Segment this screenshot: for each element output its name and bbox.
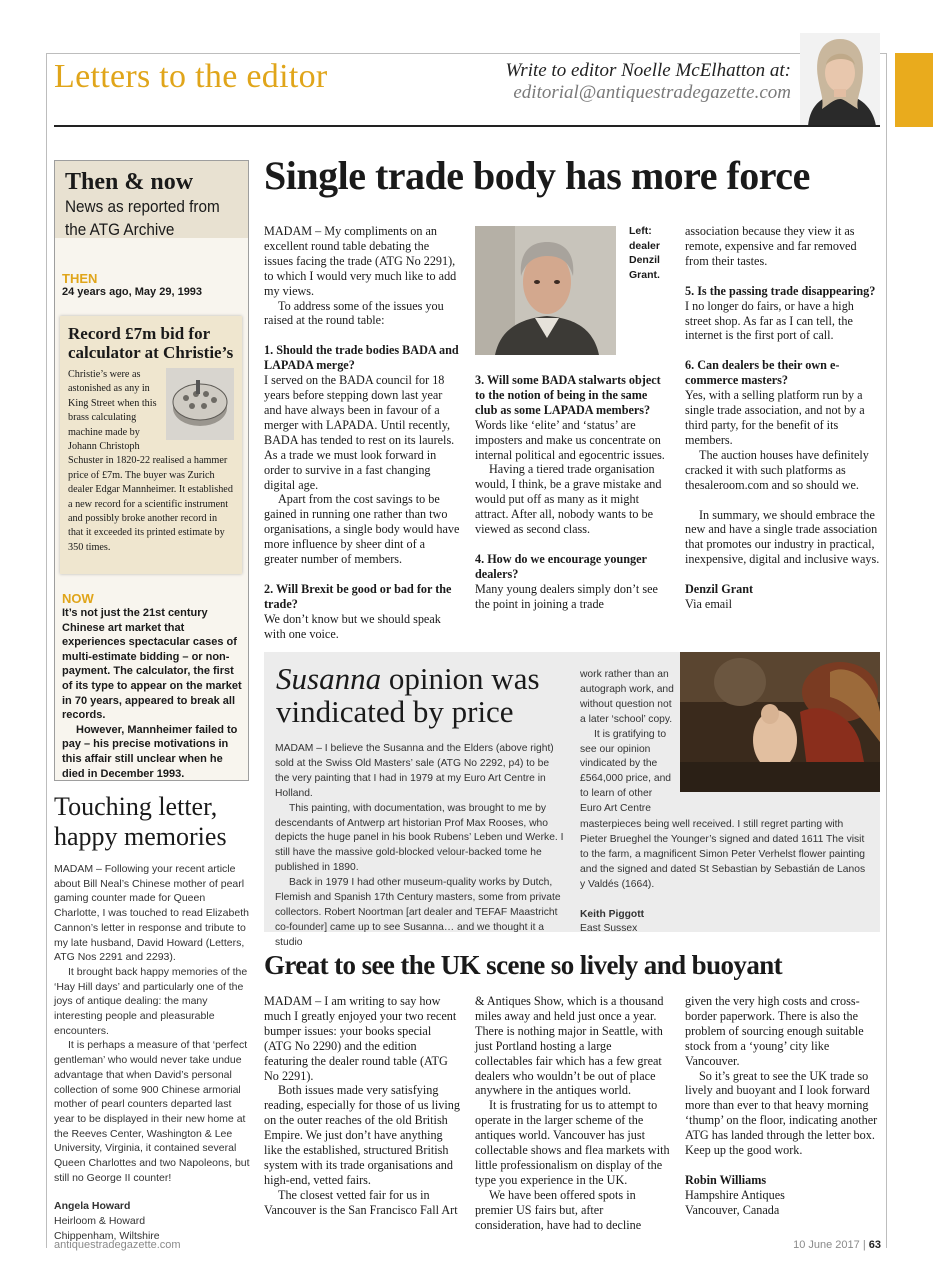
uk-c1-p1: MADAM – I am writing to say how much I greatly enjoyed your two recent bumper issues: your books special (ATG No 2290) and the edition featuring the dealer round table (ATG No 2291). bbox=[264, 994, 457, 1083]
susanna-headline-italic: Susanna bbox=[276, 661, 382, 696]
susanna-box bbox=[264, 652, 880, 948]
main-c1-p1: MADAM – My compliments on an excellent round table debating the issues facing the trade (ATG No 2291), to which I would very much like to add my views. bbox=[264, 224, 457, 298]
denzil-grant-photo bbox=[475, 226, 616, 355]
now-label: NOW bbox=[62, 591, 94, 606]
main-q5: 5. Is the passing trade disappearing? bbox=[685, 283, 876, 298]
uk-c2-p1: & Antiques Show, which is a thousand miles away and held just once a year. There is nothing major in Seattle, with just Portland hosting a large collectables fair which has a few great dealers who wouldn’t be out of place anywhere in the antiques world. bbox=[475, 994, 664, 1098]
then-and-now-subtitle-b: the ATG Archive bbox=[65, 220, 175, 239]
touching-p2: It brought back happy memories of the ‘Hay Hill days’ and particularly one of the joys of antique dealing: the many interesting people and pleasurable encounters. bbox=[54, 965, 248, 1037]
main-a1-p2: Apart from the cost savings to be gained in running one rather than two organisations, a single body would have more influence by sheer dint of a greater number of members. bbox=[264, 492, 460, 567]
touching-p1: MADAM – Following your recent article about Bill Neal’s Chinese mother of pearl gaming counter made for Queen Charlotte, I was touched to read Elizabeth Cannon’s letter in response and tribute to my late husband, David Howard (Letters, ATG Nos 2291 and 2293). bbox=[54, 863, 249, 964]
main-summary: In summary, we should embrace the new and have a single trade association that promotes our industry in practical, inexpensive, digital and inclusive ways. bbox=[685, 507, 880, 567]
main-q1: 1. Should the trade bodies BADA and LAPADA merge? bbox=[264, 343, 459, 373]
main-a3-p2: Having a tiered trade organisation would, I think, be a grave mistake and would put off as many as it might attract. After all, nobody wants to be viewed as second class. bbox=[475, 462, 662, 537]
susanna-sig-name: Keith Piggott bbox=[580, 908, 645, 920]
main-a3-p1: Words like ‘elite’ and ‘status’ are imposters and make us concentrate on internal political and egocentric issues. bbox=[475, 417, 665, 462]
archive-clipping bbox=[60, 316, 242, 574]
then-and-now-subtitle-a: News as reported from bbox=[65, 197, 220, 216]
main-q3: 3. Will some BADA stalwarts object to the notion of being in the same club as some LAPADA members? bbox=[475, 373, 661, 417]
susanna-sig-line: East Sussex bbox=[580, 923, 638, 935]
page-number: 63 bbox=[868, 1239, 881, 1251]
susanna-p2: This painting, with documentation, was brought to me by descendants of Antwerp art historian Prof Max Rooses, who depicts the huge panel in his book Rubens’ Leben und Werke. I still have the massive gold-blocked velour-backed tome he published in 1890. bbox=[275, 802, 564, 874]
touching-sig-line2: Chippenham, Wiltshire bbox=[54, 1229, 160, 1242]
uk-sig-line1: Hampshire Antiques bbox=[685, 1187, 785, 1202]
main-c3-p1: association because they view it as remote, expensive and far removed from their tastes. bbox=[685, 224, 857, 268]
susanna-r3: masterpieces being well received. I still regret parting with Pieter Brueghel the Younger’s signed and dated 1611 The visit to the farm, a magnificent Simon Peter Verhelst flower painting and the signed and dated St Sebastian by Sebastián de Lanos y Valdés (1664). bbox=[580, 819, 866, 890]
uk-col-2 bbox=[475, 994, 671, 1233]
main-sig-line: Via email bbox=[685, 597, 732, 612]
uk-sig-name: Robin Williams bbox=[685, 1172, 767, 1187]
uk-c2-p2: It is frustrating for us to attempt to operate in the larger scheme of the antiques world. Vancouver has just collectable shows and flea markets with little professionalism on display of the type you experience in the UK. bbox=[475, 1098, 670, 1187]
main-headline: Single trade body has more force bbox=[264, 153, 810, 198]
uk-headline: Great to see the UK scene so lively and buoyant bbox=[264, 950, 783, 980]
section-title: Letters to the editor bbox=[54, 58, 328, 95]
main-a1-p1: I served on the BADA council for 18 years before stepping down last year and have always been in favour of a merger with LAPADA. Until recently, BADA has tended to rest on its laurels. As a trade we must look forward in order to survive in a fast changing digital age. bbox=[264, 373, 455, 492]
now-text-1: It’s not just the 21st century Chinese art market that experiences spectacular cases of multi-estimate bidding – or non-payment. The calculator, the first of its type to appear on the market in 70 years, appeared to break all records. bbox=[62, 607, 242, 722]
uk-c2-p3: We have been offered spots in premier US fairs but, after consideration, have had to decline bbox=[475, 1187, 642, 1232]
footer-date: 10 June 2017 bbox=[793, 1239, 860, 1251]
calculator-image bbox=[166, 368, 234, 440]
susanna-col-left bbox=[275, 742, 565, 951]
touching-sig-line1: Heirloom & Howard bbox=[54, 1215, 146, 1228]
susanna-headline bbox=[276, 662, 566, 728]
now-text-2: However, Mannheimer failed to pay – his precise motivations in this affair still unclear when he died in December 1993. bbox=[62, 723, 238, 780]
footer-separator: | bbox=[862, 1239, 866, 1251]
main-col-2 bbox=[475, 373, 671, 612]
susanna-headline-rest: opinion was vindicated by price bbox=[276, 661, 540, 729]
susanna-r2: It is gratifying to see our opinion vindicated by the £564,000 price, and to learn of other Euro Art Centre bbox=[580, 728, 672, 815]
editor-email[interactable]: editorial@antiquestradegazette.com bbox=[513, 82, 791, 103]
section-tab bbox=[895, 53, 933, 127]
touching-sig-name: Angela Howard bbox=[54, 1200, 131, 1213]
editor-portrait bbox=[800, 33, 880, 126]
touching-letter-headline: Touching letter, happy memories bbox=[54, 792, 227, 851]
then-date: 24 years ago, May 29, 1993 bbox=[62, 286, 203, 298]
footer-folio bbox=[793, 1239, 881, 1251]
main-a4: Many young dealers simply don’t see the point in joining a trade bbox=[475, 581, 658, 611]
susanna-painting bbox=[680, 652, 880, 792]
susanna-col-bottom bbox=[580, 818, 872, 937]
uk-c1-p2: Both issues made very satisfying reading, especially for those of us living on the outer reaches of the old British Empire. We just don’t have anything like the established, structured British system with its trade organisations and high-end, vetted fairs. bbox=[264, 1083, 460, 1187]
uk-col-1 bbox=[264, 994, 460, 1218]
uk-col-3 bbox=[685, 994, 881, 1218]
main-a6-p2: The auction houses have definitely cracked it with such platforms as thesaleroom.com and so should we. bbox=[685, 447, 869, 492]
editor-contact: Write to editor Noelle McElhatton at: bbox=[505, 60, 791, 81]
main-a5: I no longer do fairs, or have a high street shop. As far as I can tell, the internet is the first port of call. bbox=[685, 298, 854, 343]
uk-c3-p2: So it’s great to see the UK trade so lively and buoyant and I look forward more than ever to that heavy morning ‘thump’ on the floor, indicating another ATG has landed through the letter box. Keep up the good work. bbox=[685, 1068, 878, 1158]
main-a2: We don’t know but we should speak with one voice. bbox=[264, 611, 441, 641]
susanna-col-right bbox=[580, 668, 676, 817]
main-a6-p1: Yes, with a selling platform run by a single trade association, and not by a third party, for the benefit of its members. bbox=[685, 388, 865, 447]
then-and-now-header bbox=[55, 161, 248, 238]
touching-letter-body bbox=[54, 862, 251, 1244]
masthead-rule bbox=[54, 125, 880, 127]
touching-p3: It is perhaps a measure of that ‘perfect gentleman’ who would never take undue advantage that when David’s personal collection of some 900 Chinese armorial mother of pearl counters departed last year to be displayed in their new home at the Reeves Center, Washington & Lee University, Virginia, it contained several Queen Charlottes and two Napoleons, but still no George II counter! bbox=[54, 1039, 250, 1184]
susanna-p3: Back in 1979 I had other museum-quality works by Dutch, Flemish and Spanish 17th Century masters, some from private collectors. Robert Noortman [art dealer and TEFAF Maastricht co-founder] came up to see Susanna… and we thought it a studio bbox=[275, 877, 561, 948]
clipping-headline: Record £7m bid for calculator at Christie’s bbox=[68, 324, 234, 362]
uk-c3-p1: given the very high costs and cross-border paperwork. There is also the problem of sourcing enough suitable stock from a ‘young’ city like Vancouver. bbox=[685, 994, 864, 1068]
uk-sig-line2: Vancouver, Canada bbox=[685, 1202, 780, 1217]
main-q6: 6. Can dealers be their own e-commerce masters? bbox=[685, 358, 840, 388]
main-q2: 2. Will Brexit be good or bad for the trade? bbox=[264, 581, 452, 611]
main-col-3 bbox=[685, 224, 881, 612]
footer-site[interactable]: antiquestradegazette.com bbox=[54, 1239, 181, 1251]
main-c1-p2: To address some of the issues you raised at the round table: bbox=[264, 298, 444, 328]
then-and-now-box bbox=[54, 160, 249, 781]
susanna-p1: MADAM – I believe the Susanna and the Elders (above right) sold at the Swiss Old Masters’ sale (ATG No 2292, p4) to be the very painting that I had in 1979 at my Euro Art Centre in Holland. bbox=[275, 743, 554, 799]
photo-caption: Left: dealer Denzil Grant. bbox=[629, 225, 660, 281]
main-col-1 bbox=[264, 224, 460, 642]
main-q4: 4. How do we encourage younger dealers? bbox=[475, 551, 647, 581]
clipping-body: Christie’s were as astonished as any in King Street when this brass calculating machine made by Johann Christoph Schuster in 1820-22 realised a hammer price of £7m. The buyer was Zurich dealer Edgar Mannheimer. It established a new record for a scientific instrument and possibly broke another record in that it exceeded its printed estimate by 350 times. bbox=[68, 369, 233, 553]
uk-c1-p3: The closest vetted fair for us in Vancouver is the San Francisco Fall Art bbox=[264, 1187, 458, 1217]
susanna-r1: work rather than an autograph work, and without question not a later ‘school’ copy. bbox=[580, 669, 674, 725]
main-sig-name: Denzil Grant bbox=[685, 582, 754, 597]
then-label: THEN bbox=[62, 271, 98, 286]
then-and-now-title: Then & now bbox=[65, 169, 194, 195]
